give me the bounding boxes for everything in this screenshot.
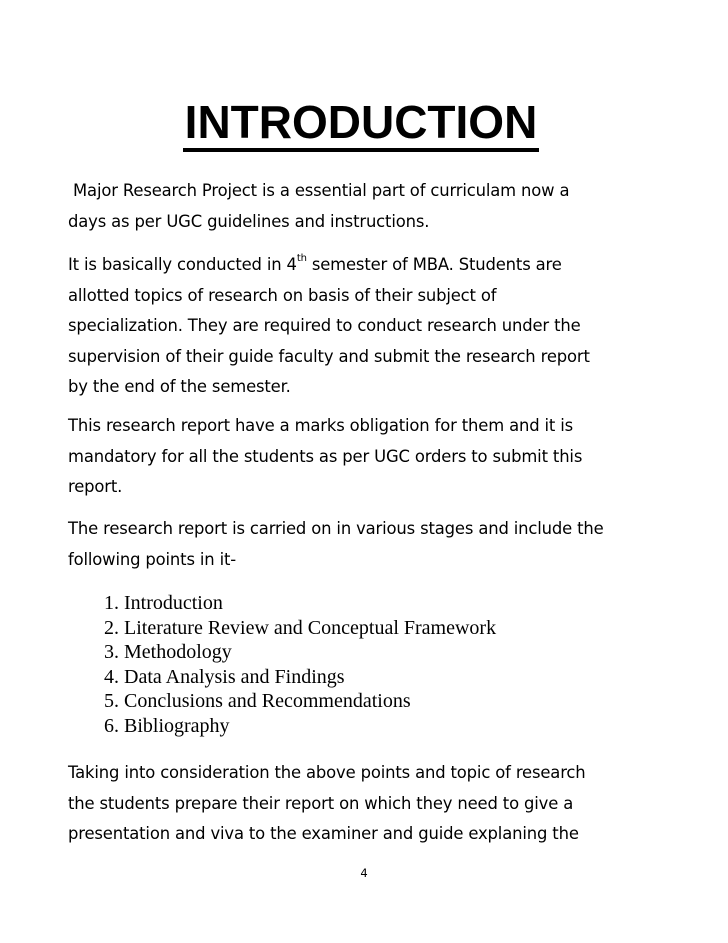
paragraph-line — [68, 250, 668, 281]
paragraph-line: supervision of their guide faculty and submit the research report — [68, 346, 590, 366]
paragraph-line: report. — [68, 477, 123, 496]
paragraph-line: specialization. They are required to conduct research under the — [68, 316, 581, 335]
paragraph-line: by the end of the semester. — [68, 377, 291, 396]
paragraph-obligation — [68, 411, 668, 503]
paragraph-overview — [68, 176, 668, 237]
paragraph-line: presentation and viva to the examiner and guide explaning the — [68, 824, 579, 843]
paragraph-line: following points in it- — [68, 549, 237, 569]
list-item: 1. Introduction — [104, 592, 223, 614]
paragraph-line: the students prepare their report on which they need to give a — [68, 793, 574, 813]
paragraph-text: It is basically conducted in 4 — [68, 255, 297, 274]
paragraph-line: The research report is carried on in various stages and include the — [68, 519, 604, 538]
paragraph-stages — [68, 514, 668, 575]
ordinal-superscript: th — [296, 253, 307, 264]
list-item: 4. Data Analysis and Findings — [104, 665, 345, 688]
paragraph-text: semester of MBA. Students are — [306, 255, 562, 274]
paragraph-line: This research report have a marks obligation for them and it is — [68, 416, 574, 435]
paragraph-line: Taking into consideration the above points and topic of research — [68, 763, 586, 782]
page-number: 4 — [360, 866, 368, 880]
page-title — [0, 94, 728, 152]
research-stages-list — [104, 591, 496, 739]
page-title-text: INTRODUCTION — [183, 96, 540, 152]
list-item: 3. Methodology — [104, 641, 232, 664]
paragraph-presentation — [68, 758, 668, 850]
list-item: 2. Literature Review and Conceptual Framework — [104, 616, 497, 639]
paragraph-line: allotted topics of research on basis of their subject of — [68, 285, 497, 305]
paragraph-line: Major Research Project is a essential part of curriculam now a — [68, 181, 570, 200]
paragraph-line: mandatory for all the students as per UGC orders to submit this — [68, 446, 583, 466]
list-item: 6. Bibliography — [104, 714, 230, 737]
list-item: 5. Conclusions and Recommendations — [104, 690, 411, 713]
paragraph-line: days as per UGC guidelines and instructions. — [68, 211, 430, 231]
paragraph-conduct — [68, 250, 668, 403]
